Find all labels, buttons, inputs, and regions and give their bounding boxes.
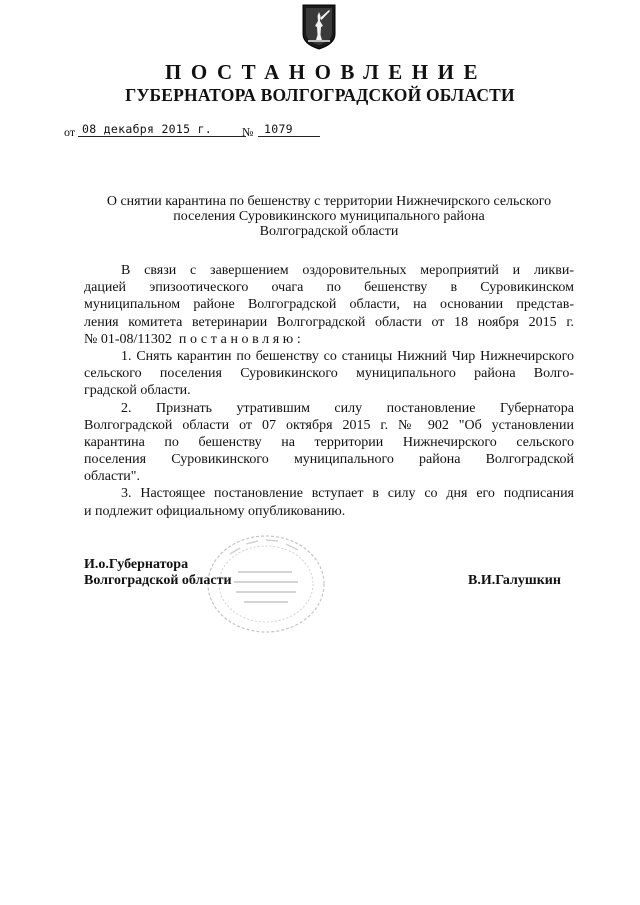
body-line: Волгоградской области от 07 октября 2015 г. № 902 "Об установлении [84, 417, 574, 433]
signatory-position [84, 557, 232, 589]
volgograd-region-coat-of-arms-icon [302, 4, 336, 50]
date-prefix-label: от [64, 125, 76, 139]
document-issuer: ГУБЕРНАТОРА ВОЛГОГРАДСКОЙ ОБЛАСТИ [125, 85, 515, 105]
subject-line: О снятии карантина по бешенству с территории Нижнечирского сельского [106, 194, 552, 209]
body-line: муниципальном районе Волгоградской области, на основании представ- [84, 297, 574, 313]
reference-number: № 01-08/11302 [84, 331, 172, 347]
decree-word: постановляю: [178, 331, 305, 347]
body-line: 1. Снять карантин по бешенству со станицы Нижний Чир Нижнечирского [121, 348, 574, 364]
body-line: градской области. [84, 383, 191, 399]
document-number: 1079 [258, 122, 320, 137]
body-line: 3. Настоящее постановление вступает в силу со дня его подписания [121, 486, 574, 502]
body-line [84, 331, 574, 348]
body-line: сельского поселения Суровикинского муниципального района Волго- [84, 366, 574, 382]
document-subject [84, 194, 574, 239]
body-line: карантина по бешенству на территории Нижнечирского сельского [84, 434, 574, 450]
number-prefix-label: № [242, 125, 254, 139]
document-body [84, 262, 574, 520]
document-date: 08 декабря 2015 г. [78, 122, 246, 137]
body-line: дацией эпизоотического очага по бешенству в Суровикинском [84, 280, 574, 296]
body-line: 2. Признать утратившим силу постановление Губернатора [121, 400, 574, 416]
body-line: поселения Суровикинского муниципального района Волгоградской [84, 452, 574, 468]
body-line: ления комитета ветеринарии Волгоградской области от 18 ноября 2015 г. [84, 314, 574, 330]
subject-line: поселения Суровикинского муниципального района [173, 209, 485, 224]
signatory-name: В.И.Галушкин [468, 573, 561, 588]
subject-line: Волгоградской области [259, 224, 399, 239]
document-title: ПОСТАНОВЛЕНИЕ [165, 60, 487, 84]
signatory-position-line: И.о.Губернатора [84, 557, 189, 572]
signatory-position-line: Волгоградской области [84, 573, 232, 588]
body-line: области". [84, 469, 141, 485]
body-line: В связи с завершением оздоровительных мероприятий и ликви- [121, 263, 574, 278]
body-line: и подлежит официальному опубликованию. [84, 503, 346, 519]
